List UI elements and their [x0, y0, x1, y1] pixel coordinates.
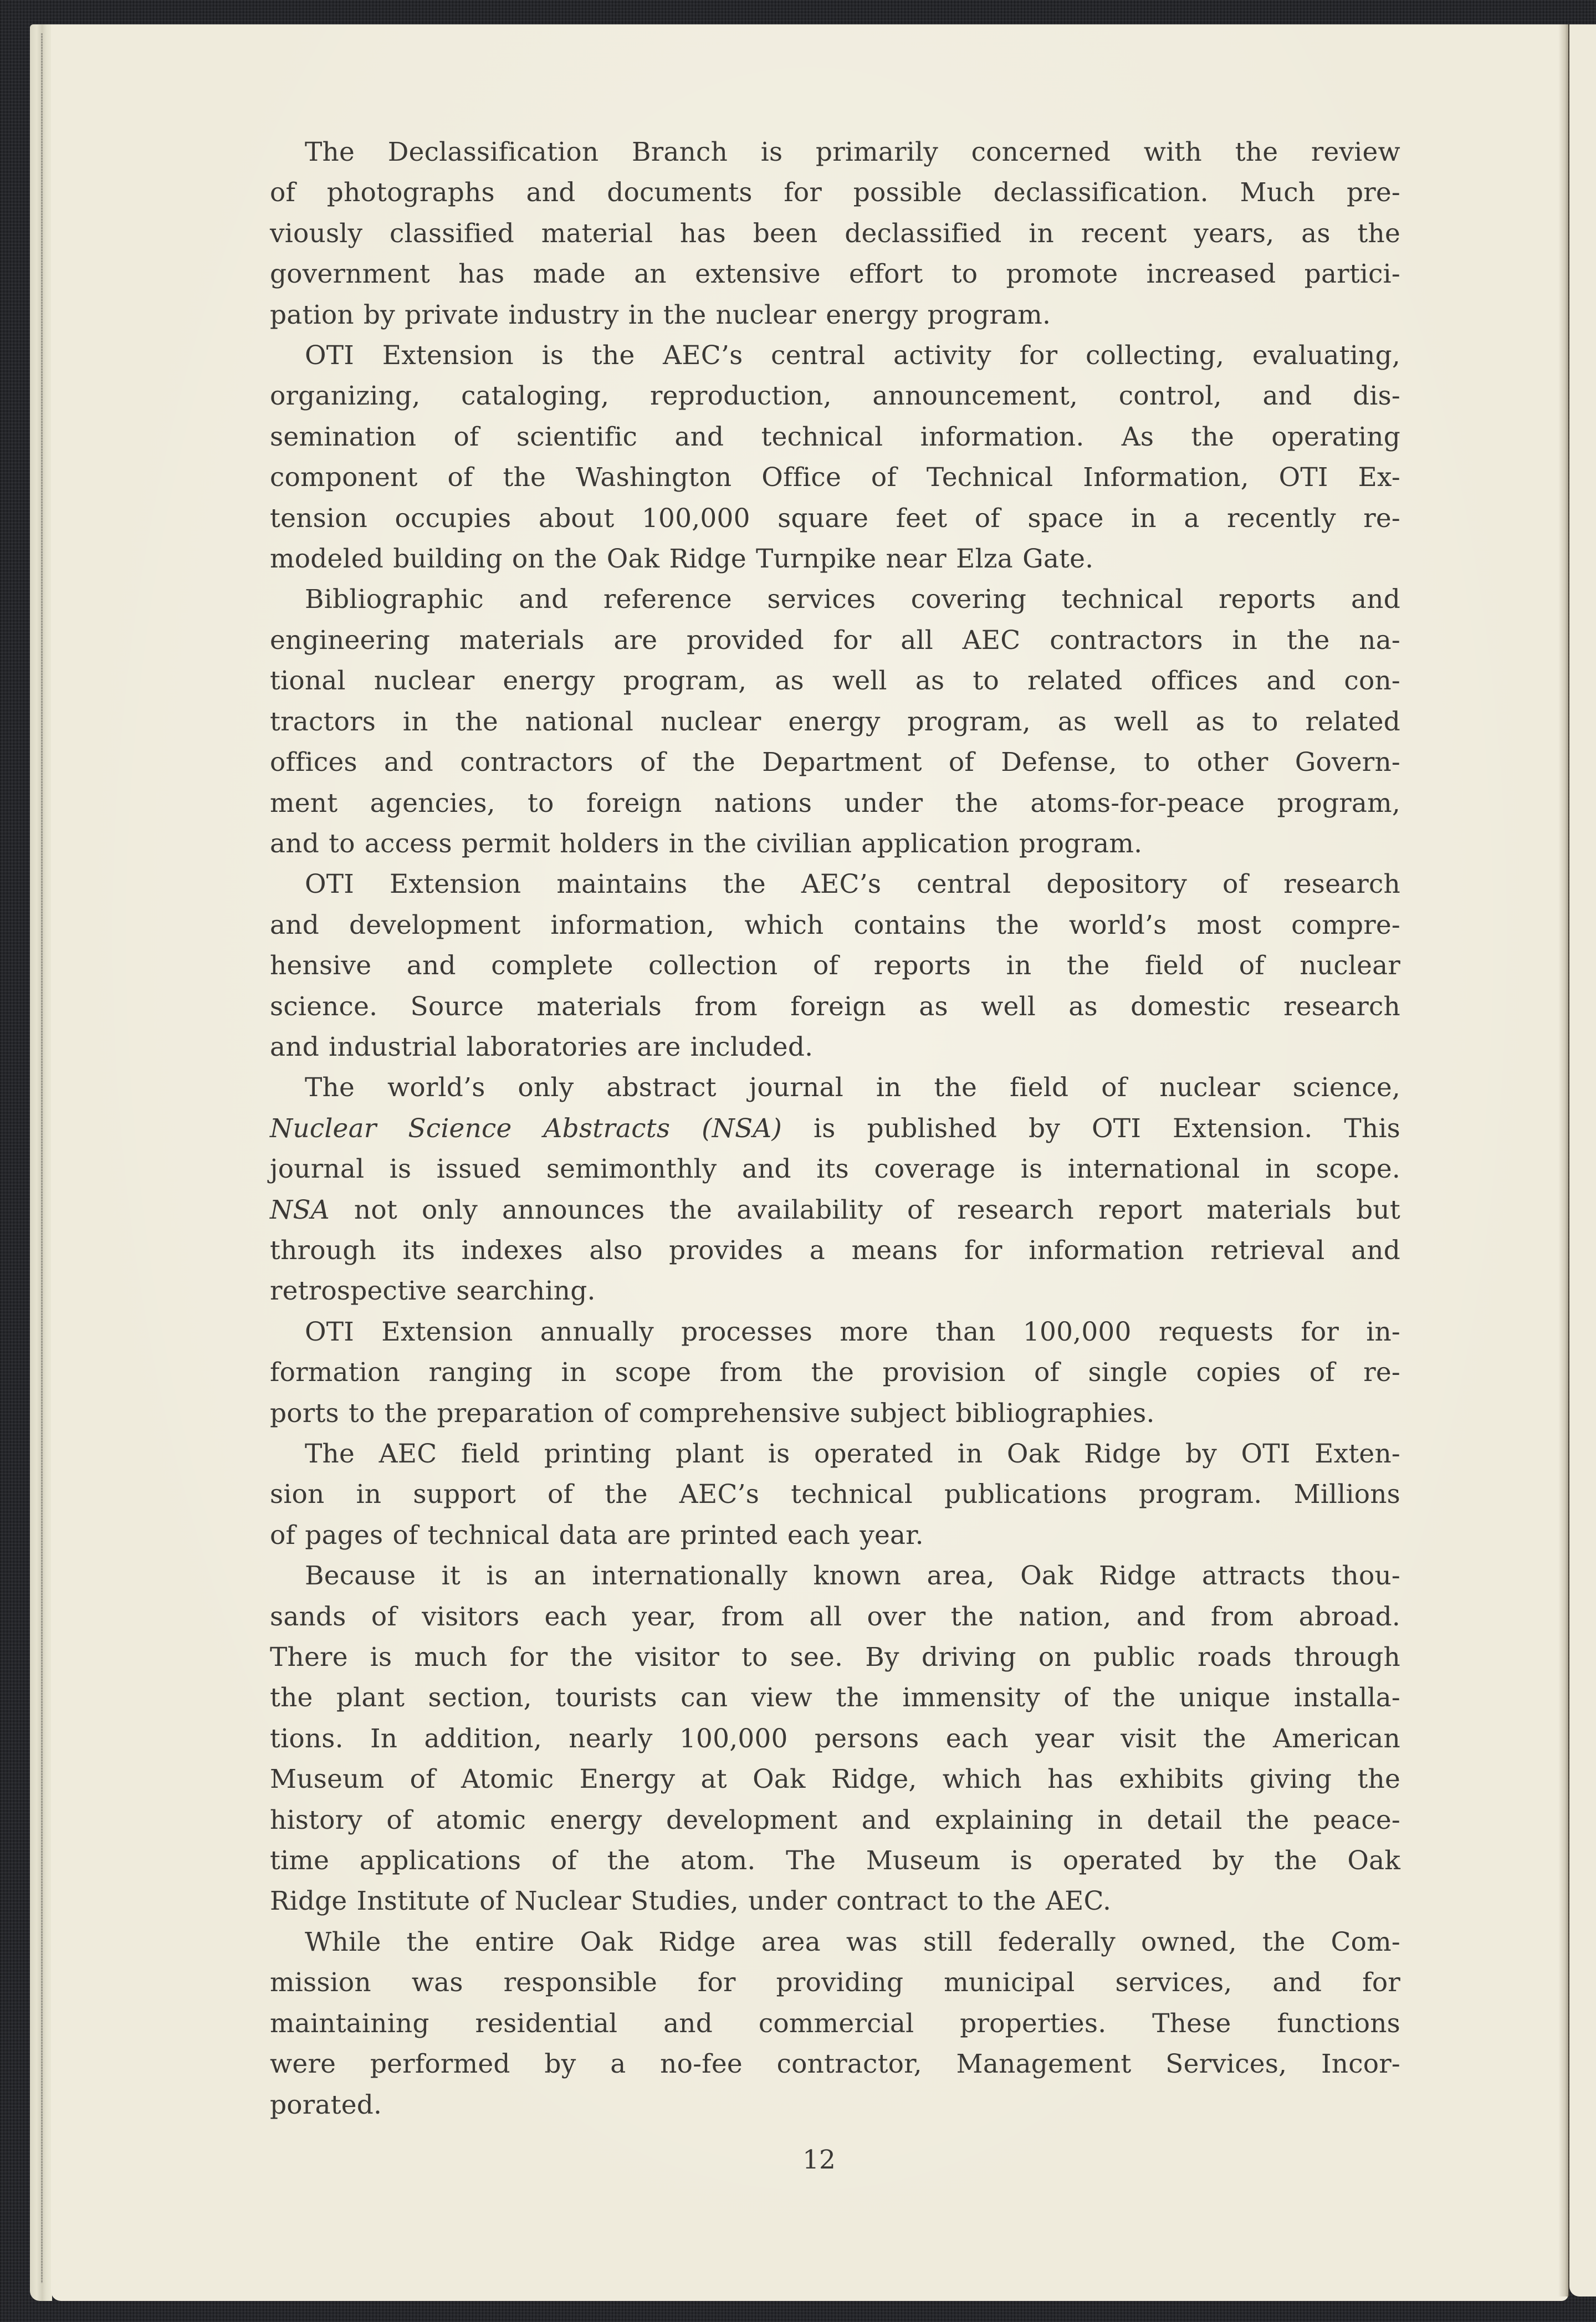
text-line: history of atomic energy development and explaining in detail the peace-: [270, 1804, 1400, 1835]
text-line: tions. In addition, nearly 100,000 persons each year visit the American: [270, 1723, 1400, 1754]
text-line: The AEC field printing plant is operated in Oak Ridge by OTI Exten-: [305, 1439, 1400, 1469]
text-line-with-italic-title: [270, 1108, 1400, 1149]
text-line: retrospective searching.: [270, 1276, 596, 1307]
paragraph-declassification-branch: [270, 132, 1400, 335]
text-line: ment agencies, to foreign nations under the atoms-for-peace program,: [270, 787, 1400, 819]
text-line: Ridge Institute of Nuclear Studies, under contract to the AEC.: [270, 1886, 1112, 1917]
text-line: tension occupies about 100,000 square feet of space in a recently re-: [270, 503, 1400, 534]
text-line: Museum of Atomic Energy at Oak Ridge, which has exhibits giving the: [270, 1764, 1400, 1795]
journal-abbrev-italic: NSA: [270, 1194, 330, 1225]
binding-stitch-line: [41, 33, 43, 2283]
text-line: OTI Extension annually processes more than 100,000 requests for in-: [305, 1316, 1400, 1347]
paragraph-nuclear-science-abstracts: [270, 1067, 1400, 1311]
text-line: sion in support of the AEC’s technical publications program. Millions: [270, 1479, 1400, 1510]
journal-title-italic: Nuclear Science Abstracts (NSA): [270, 1113, 782, 1144]
paragraph-visitors: [270, 1556, 1400, 1922]
text-line: viously classified material has been declassified in recent years, as the: [270, 218, 1400, 249]
text-line: journal is issued semimonthly and its coverage is international in scope.: [270, 1154, 1400, 1185]
text-line: The Declassification Branch is primarily concerned with the review: [305, 137, 1400, 167]
text-line: The world’s only abstract journal in the field of nuclear science,: [305, 1072, 1400, 1103]
text-line: component of the Washington Office of Technical Information, OTI Ex-: [270, 462, 1400, 493]
paragraph-printing-plant: [270, 1434, 1400, 1556]
text-line: There is much for the visitor to see. By driving on public roads through: [270, 1642, 1400, 1673]
text-line: organizing, cataloging, reproduction, announcement, control, and dis-: [270, 381, 1400, 412]
text-line: Because it is an internationally known area, Oak Ridge attracts thou-: [305, 1561, 1400, 1592]
text-line: porated.: [270, 2089, 382, 2120]
text-fragment: not only announces the availability of research report materials but: [329, 1194, 1400, 1225]
text-line: through its indexes also provides a means for information retrieval and: [270, 1235, 1400, 1266]
text-line: ports to the preparation of comprehensive subject bibliographies.: [270, 1398, 1155, 1429]
text-fragment: is published by OTI Extension. This: [782, 1113, 1400, 1144]
text-line: and to access permit holders in the civilian application program.: [270, 828, 1143, 859]
text-line: formation ranging in scope from the provision of single copies of re-: [270, 1357, 1400, 1388]
text-line: government has made an extensive effort to promote increased partici-: [270, 259, 1400, 290]
paragraph-annual-requests: [270, 1312, 1400, 1434]
text-line: sands of visitors each year, from all over the nation, and from abroad.: [270, 1601, 1400, 1632]
text-line: tractors in the national nuclear energy program, as well as to related: [270, 706, 1400, 737]
page-number: 12: [802, 2145, 836, 2175]
text-line: OTI Extension is the AEC’s central activity for collecting, evaluating,: [305, 340, 1400, 371]
text-line: mission was responsible for providing municipal services, and for: [270, 1967, 1400, 1998]
text-line: of photographs and documents for possible declassification. Much pre-: [270, 177, 1400, 208]
text-line: pation by private industry in the nuclear energy program.: [270, 299, 1051, 330]
paragraph-oti-extension-central-activity: [270, 335, 1400, 579]
text-line: and industrial laboratories are included.: [270, 1031, 814, 1062]
text-line: science. Source materials from foreign as well as domestic research: [270, 991, 1400, 1022]
text-line: offices and contractors of the Department of Defense, to other Govern-: [270, 747, 1400, 778]
body-text: [270, 132, 1400, 2125]
text-line: time applications of the atom. The Museum is operated by the Oak: [270, 1845, 1400, 1876]
text-line: OTI Extension maintains the AEC’s central depository of research: [305, 869, 1400, 900]
text-line: the plant section, tourists can view the immensity of the unique installa-: [270, 1682, 1400, 1714]
text-line: and development information, which contains the world’s most compre-: [270, 909, 1400, 940]
text-line: maintaining residential and commercial properties. These functions: [270, 2008, 1400, 2039]
text-line: engineering materials are provided for all AEC contractors in the na-: [270, 625, 1400, 656]
text-line: were performed by a no-fee contractor, Management Services, Incor-: [270, 2049, 1400, 2080]
text-line: of pages of technical data are printed each year.: [270, 1520, 924, 1551]
text-line: While the entire Oak Ridge area was still federally owned, the Com-: [305, 1926, 1400, 1957]
paragraph-bibliographic-services: [270, 579, 1400, 864]
text-line-with-italic-title: [270, 1190, 1400, 1230]
paragraph-municipal-services: [270, 1922, 1400, 2125]
text-line: tional nuclear energy program, as well as to related offices and con-: [270, 666, 1400, 697]
text-line: semination of scientific and technical information. As the operating: [270, 421, 1400, 452]
text-line: hensive and complete collection of reports in the field of nuclear: [270, 950, 1400, 981]
page-gutter-shadow: [1558, 24, 1569, 2297]
paragraph-central-depository: [270, 864, 1400, 1067]
text-line: modeled building on the Oak Ridge Turnpike near Elza Gate.: [270, 544, 1094, 575]
text-line: Bibliographic and reference services covering technical reports and: [305, 584, 1400, 615]
adjacent-page-edge: [1569, 24, 1596, 2297]
